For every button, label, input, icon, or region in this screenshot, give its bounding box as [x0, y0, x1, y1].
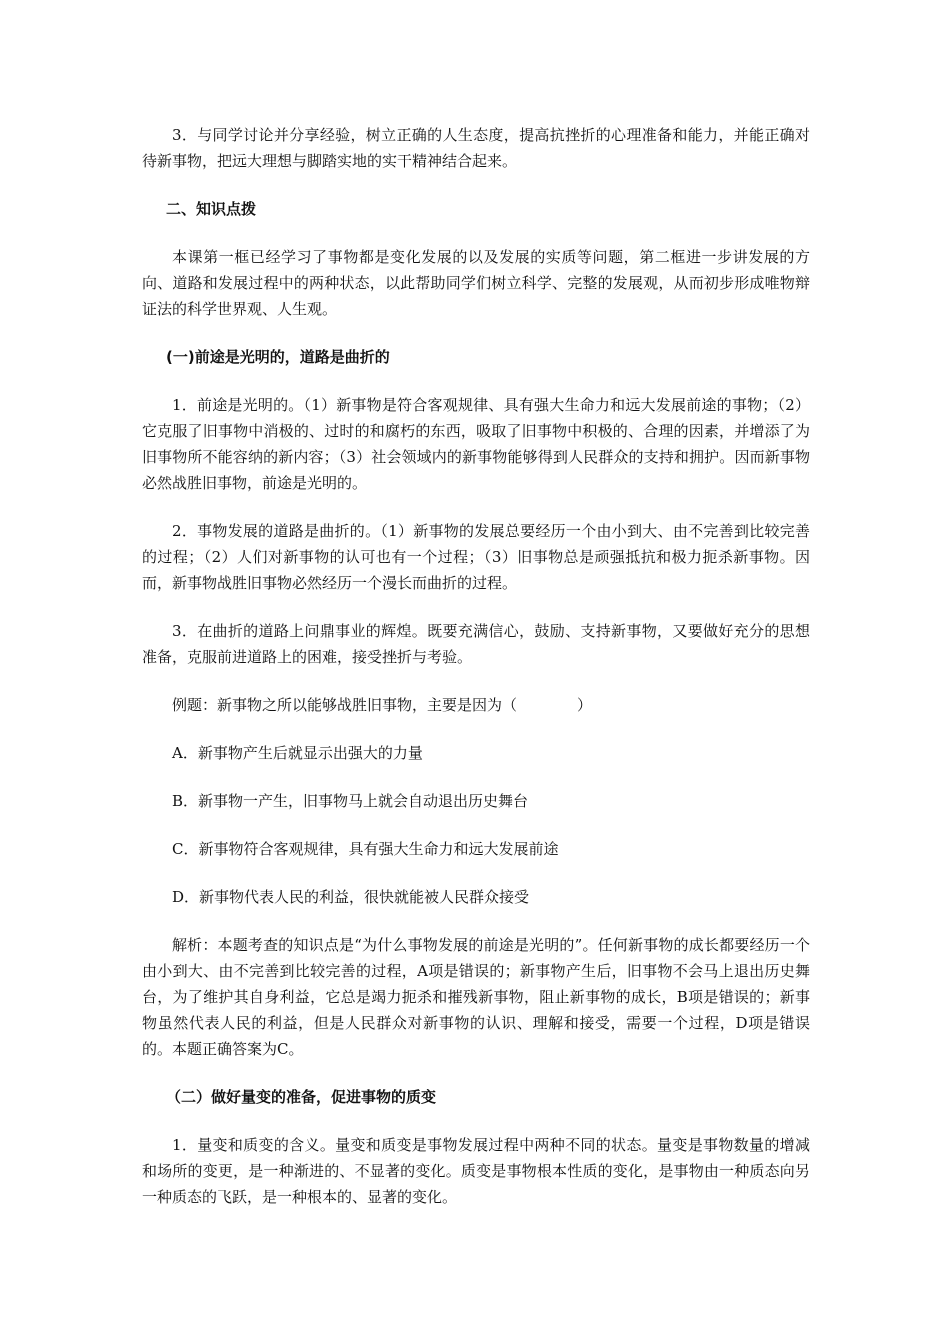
- subsection-heading-2: （二）做好量变的准备，促进事物的质变: [166, 1088, 437, 1106]
- point-paragraph-3: 3．在曲折的道路上问鼎事业的辉煌。既要充满信心，鼓励、支持新事物，又要做好充分的思想准备，克服前进道路上的困难，接受挫折与考验。: [142, 622, 810, 666]
- point-paragraph-2: 2．事物发展的道路是曲折的。（1）新事物的发展总要经历一个由小到大、由不完善到比较完善的过程；（2）人们对新事物的认可也有一个过程；（3）旧事物总是顽强抵抗和极力扼杀新事物。因而，新事物战胜旧事物必然经历一个漫长而曲折的过程。: [142, 522, 810, 592]
- point-paragraph-1: 1．前途是光明的。（1）新事物是符合客观规律、具有强大生命力和远大发展前途的事物；（2）它克服了旧事物中消极的、过时的和腐朽的东西，吸取了旧事物中积极的、合理的因素，并增添了为旧事物所不能容纳的新内容；（3）社会领域内的新事物能够得到人民群众的支持和拥护。因而新事物必然战胜旧事物，前途是光明的。: [142, 396, 810, 492]
- intro-paragraph: 本课第一框已经学习了事物都是变化发展的以及发展的实质等问题，第二框进一步讲发展的方向、道路和发展过程中的两种状态，以此帮助同学们树立科学、完整的发展观，从而初步形成唯物辩证法的科学世界观、人生观。: [142, 248, 810, 318]
- subsection-heading-1: (一)前途是光明的，道路是曲折的: [166, 348, 390, 366]
- analysis-paragraph: 解析：本题考查的知识点是“为什么事物发展的前途是光明的”。任何新事物的成长都要经历一个由小到大、由不完善到比较完善的过程，A项是错误的；新事物产生后，旧事物不会马上退出历史舞台，为了维护其自身利益，它总是竭力扼杀和摧残新事物，阻止新事物的成长，B项是错误的；新事物虽然代表人民的利益，但是人民群众对新事物的认识、理解和接受，需要一个过程，D项是错误的。本题正确答案为C。: [142, 936, 810, 1058]
- section-heading-knowledge: 二、知识点拨: [166, 200, 257, 218]
- point-paragraph-quantitative: 1．量变和质变的含义。量变和质变是事物发展过程中两种不同的状态。量变是事物数量的增减和场所的变更，是一种渐进的、不显著的变化。质变是事物根本性质的变化，是事物由一种质态向另一种质态的飞跃，是一种根本的、显著的变化。: [142, 1136, 810, 1206]
- option-b: B．新事物一产生，旧事物马上就会自动退出历史舞台: [172, 792, 529, 810]
- objective-paragraph-3: 3．与同学讨论并分享经验，树立正确的人生态度，提高抗挫折的心理准备和能力，并能正确对待新事物，把远大理想与脚踏实地的实干精神结合起来。: [142, 126, 810, 170]
- option-d: D．新事物代表人民的利益，很快就能被人民群众接受: [172, 888, 530, 906]
- option-a: A．新事物产生后就显示出强大的力量: [172, 744, 423, 762]
- document-body: [142, 122, 810, 1232]
- option-c: C．新事物符合客观规律，具有强大生命力和远大发展前途: [172, 840, 559, 858]
- example-question: 例题：新事物之所以能够战胜旧事物，主要是因为（ ）: [172, 696, 593, 714]
